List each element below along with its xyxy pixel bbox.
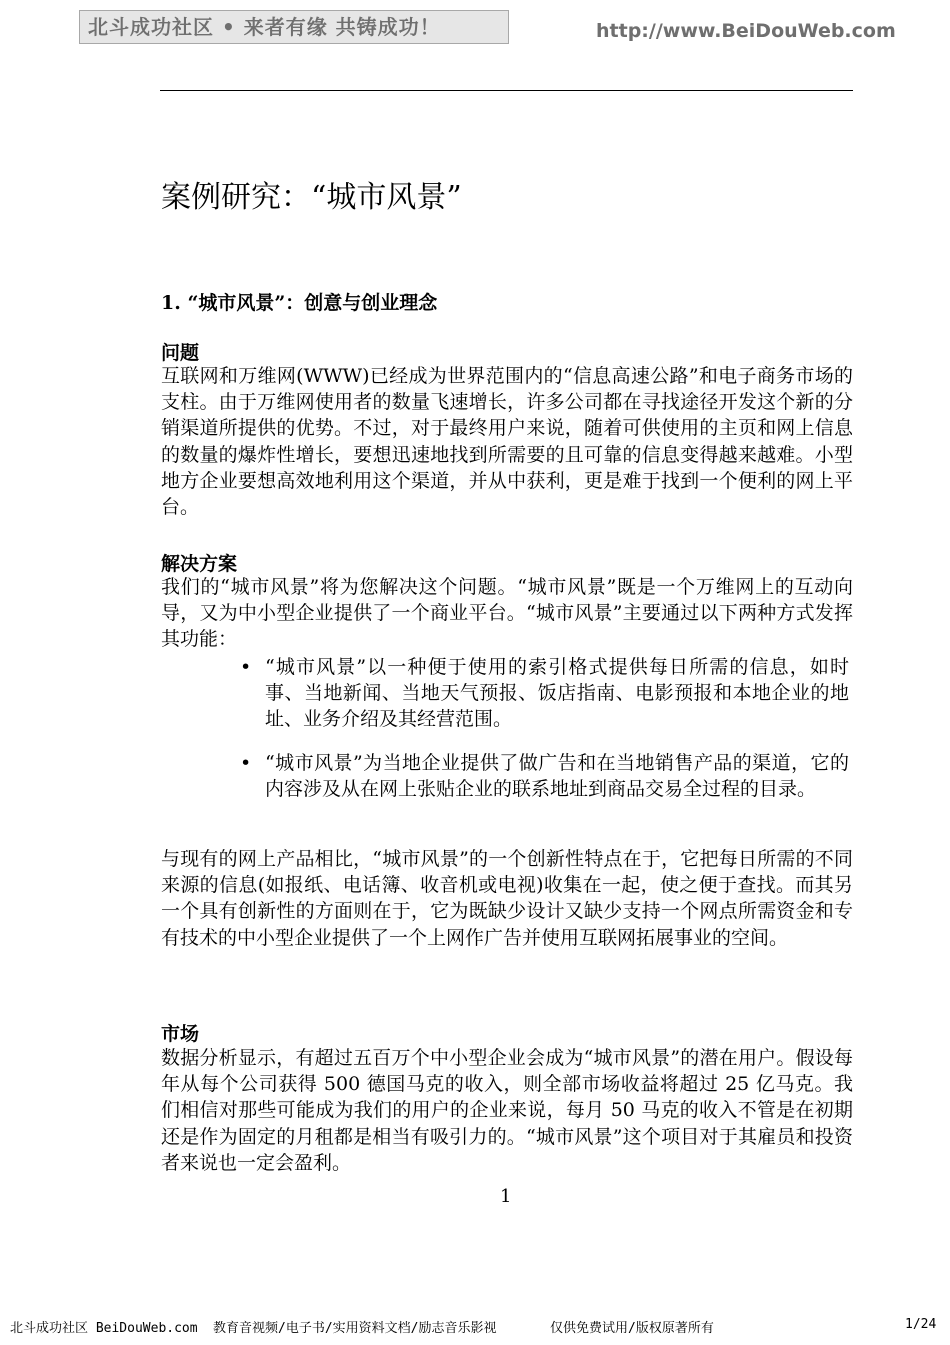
- header-divider: [160, 90, 853, 91]
- footer-notice: 仅供免费试用/版权原著所有: [550, 1321, 714, 1336]
- section-heading-1: 1. “城市风景”：创意与创业理念: [161, 292, 438, 314]
- site-banner: [79, 10, 509, 44]
- market-heading: 市场: [161, 1023, 200, 1045]
- bullet-item-1: “城市风景”以一种便于使用的索引格式提供每日所需的信息，如时事、当地新闻、当地天气预报、饭店指南、电影预报和本地企业的地址、业务介绍及其经营范围。: [265, 656, 849, 731]
- market-paragraph: 数据分析显示，有超过五百万个中小型企业会成为“城市风景”的潜在用户。假设每年从每个公司获得 500 德国马克的收入，则全部市场收益将超过 25 亿马克。我们相信对那些可能成为我们的用户的企业来说，每月 50 马克的收入不管是在初期还是作为固定的月租都是相当有吸引力的。“城市风景”这个项目对于其雇员和投资者来说也一定会盈利。: [161, 1047, 853, 1174]
- problem-heading: 问题: [161, 342, 200, 364]
- solution-heading: 解决方案: [161, 553, 238, 575]
- document-title: 案例研究：“城市风景”: [161, 180, 462, 215]
- footer-site: 北斗成功社区 BeiDouWeb.com: [10, 1321, 198, 1336]
- banner-url: http://www.BeiDouWeb.com: [596, 20, 896, 42]
- footer-categories: 教育音视频/电子书/实用资料文档/励志音乐影视: [213, 1321, 497, 1336]
- solution-intro-paragraph: 我们的“城市风景”将为您解决这个问题。“城市风景”既是一个万维网上的互动向导，又为中小型企业提供了一个商业平台。“城市风景”主要通过以下两种方式发挥其功能：: [161, 576, 853, 651]
- bullet-marker: •: [240, 656, 252, 678]
- page-number: 1: [500, 1186, 512, 1207]
- footer-page-count: 1/24: [905, 1317, 937, 1332]
- banner-slogan: 北斗成功社区 • 来者有缘 共铸成功！: [88, 15, 441, 39]
- bullet-item-2: “城市风景”为当地企业提供了做广告和在当地销售产品的渠道，它的内容涉及从在网上张贴企业的联系地址到商品交易全过程的目录。: [265, 752, 849, 801]
- bullet-marker: •: [240, 752, 252, 774]
- problem-paragraph: 互联网和万维网(WWW)已经成为世界范围内的“信息高速公路”和电子商务市场的支柱。由于万维网使用者的数量飞速增长，许多公司都在寻找途径开发这个新的分销渠道所提供的优势。不过，对于最终用户来说，随着可供使用的主页和网上信息的数量的爆炸性增长，要想迅速地找到所需要的且可靠的信息变得越来越难。小型地方企业要想高效地利用这个渠道，并从中获利，更是难于找到一个便利的网上平台。: [161, 365, 853, 519]
- solution-closing-paragraph: 与现有的网上产品相比，“城市风景”的一个创新性特点在于，它把每日所需的不同来源的信息(如报纸、电话簿、收音机或电视)收集在一起，使之便于查找。而其另一个具有创新性的方面则在于，它为既缺少设计又缺少支持一个网点所需资金和专有技术的中小型企业提供了一个上网作广告并使用互联网拓展事业的空间。: [161, 848, 853, 949]
- page-footer: [10, 1317, 940, 1337]
